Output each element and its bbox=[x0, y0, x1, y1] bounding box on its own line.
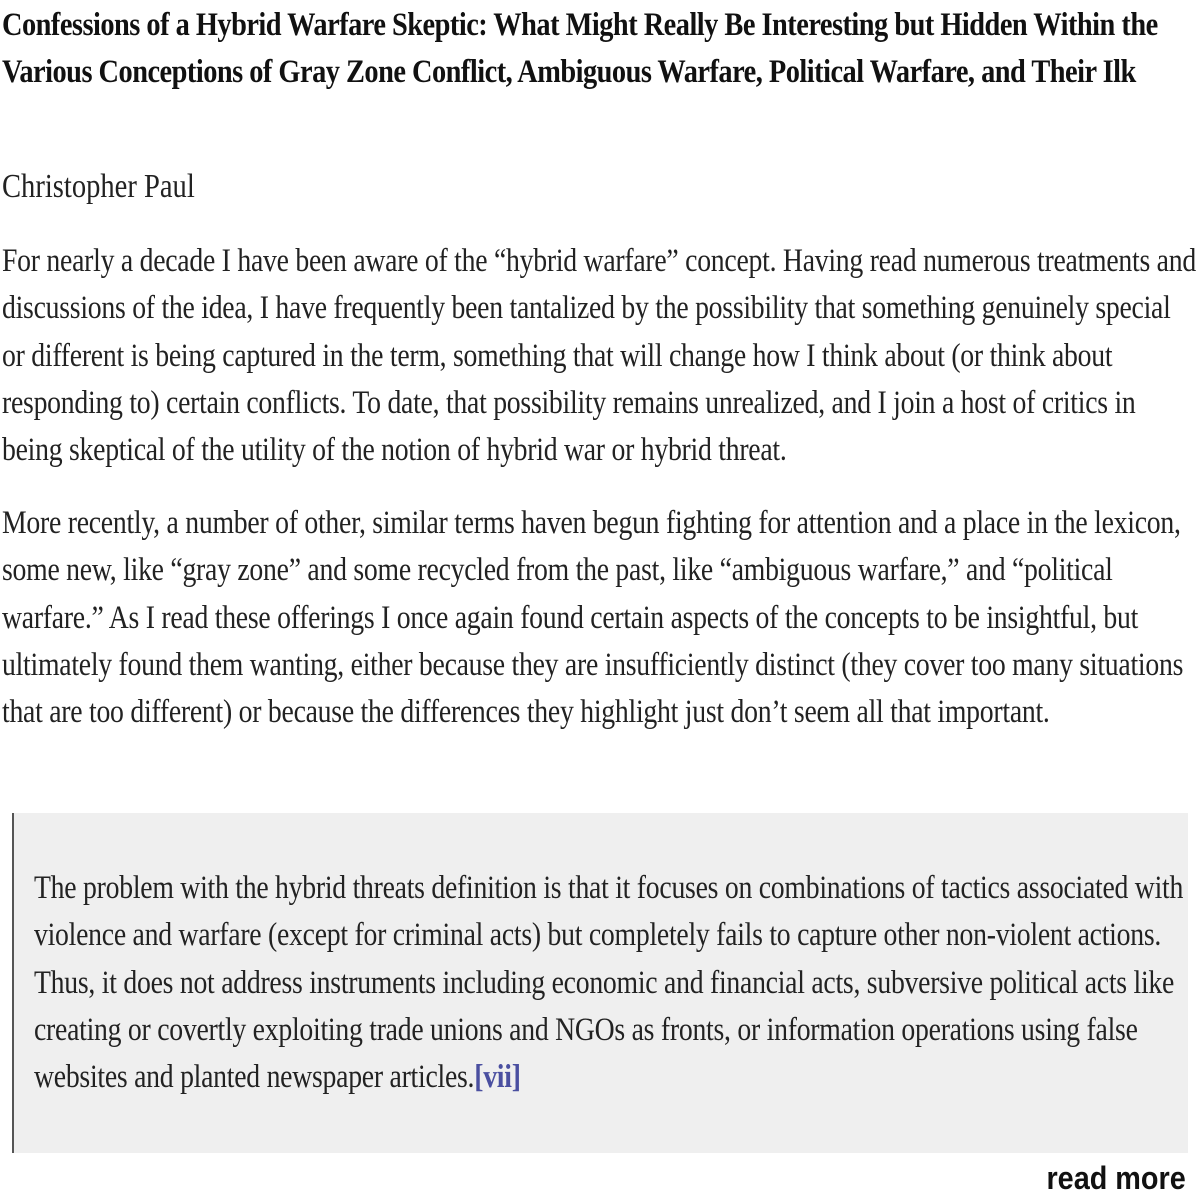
article-paragraph-1: For nearly a decade I have been aware of the “hybrid warfare” concept. Having read numerous treatments and discussions of the idea, I have frequently been tantalized by the possibility that something genuinely special or different is being captured in the term, something that will change how I think about (or think about responding to) certain conflicts. To date, that possibility remains unrealized, and I join a host of critics in being skeptical of the utility of the notion of hybrid war or hybrid threat. bbox=[2, 243, 1196, 469]
footnote-link[interactable]: [vii] bbox=[474, 1059, 521, 1096]
blockquote-text: The problem with the hybrid threats definition is that it focuses on combinations of tactics associated with violence and warfare (except for criminal acts) but completely fails to capture other non-violent actions. Thus, it does not address instruments including economic and financial acts, subversive political acts like creating or covertly exploiting trade unions and NGOs as fronts, or information operations using false websites and planted newspaper articles. bbox=[34, 870, 1184, 1096]
blockquote-text-container bbox=[34, 865, 1185, 1101]
article-author: Christopher Paul bbox=[2, 168, 195, 205]
article-title: Confessions of a Hybrid Warfare Skeptic: What Might Really Be Interesting but Hidden Within the Various Conceptions of Gray Zone Conflict, Ambiguous Warfare, Political Warfare, and Their Ilk bbox=[2, 7, 1158, 90]
blockquote bbox=[12, 813, 1188, 1153]
article-paragraph-2: More recently, a number of other, similar terms haven begun fighting for attention and a place in the lexicon, some new, like “gray zone” and some recycled from the past, like “ambiguous warfare,” and “political warfare.” As I read these offerings I once again found certain aspects of the concepts to be insightful, but ultimately found them wanting, either because they are insufficiently distinct (they cover too many situations that are too different) or because the differences they highlight just don’t seem all that important. bbox=[2, 505, 1184, 731]
read-more-link[interactable]: read more bbox=[1046, 1160, 1186, 1196]
